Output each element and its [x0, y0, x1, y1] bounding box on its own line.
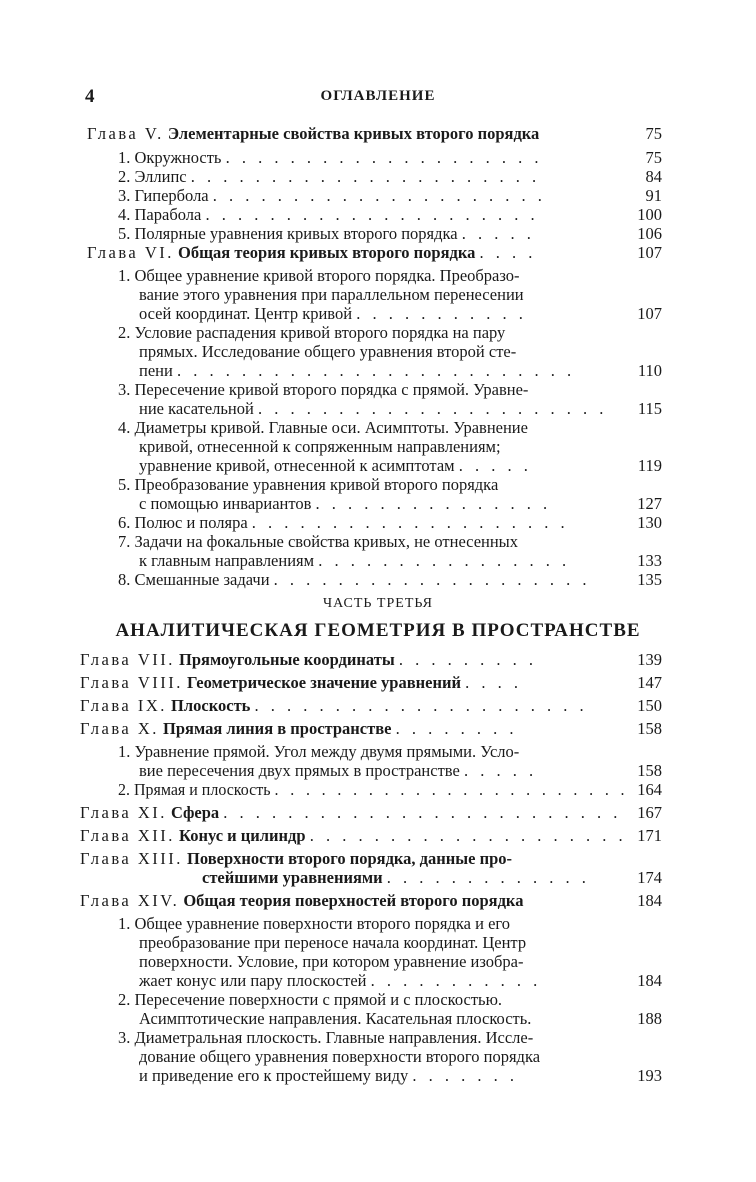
page-ref: 84	[645, 167, 662, 186]
page-ref: 158	[637, 761, 662, 780]
toc-section: 4. Диаметры кривой. Главные оси. Асимптоты. Уравнение	[118, 418, 528, 437]
page-ref: 184	[637, 971, 662, 990]
toc-section-cont: осей координат. Центр кривой . . . . . . . . . . .	[139, 304, 527, 323]
toc-section: 5. Полярные уравнения кривых второго порядка . . . . .	[118, 224, 535, 243]
toc-section-cont: жает конус или пару плоскостей . . . . . . . . . . .	[139, 971, 542, 990]
page-ref: 130	[637, 513, 662, 532]
toc-chapter-11: Глава XI. Сфера . . . . . . . . . . . . . . . . . . . . . . . . .	[80, 803, 622, 822]
toc-chapter-13: Глава XIII. Поверхности второго порядка, данные про-	[80, 849, 513, 868]
toc-section: 1. Общее уравнение кривой второго порядка. Преобразо-	[118, 266, 520, 285]
toc-section: 1. Окружность . . . . . . . . . . . . . . . . . . . .	[118, 148, 543, 167]
page-ref: 91	[645, 186, 662, 205]
toc-chapter-14: Глава XIV. Общая теория поверхностей второго порядка	[80, 891, 524, 910]
toc-section-cont: прямых. Исследование общего уравнения второй сте-	[139, 342, 517, 361]
toc-section: 8. Смешанные задачи . . . . . . . . . . . . . . . . . . . .	[118, 570, 591, 589]
toc-chapter-cont: стейшими уравнениями . . . . . . . . . . . . .	[202, 868, 590, 887]
page-ref: 133	[637, 551, 662, 570]
page-ref: 188	[637, 1009, 662, 1028]
toc-section: 4. Парабола . . . . . . . . . . . . . . . . . . . . .	[118, 205, 539, 224]
page-ref: 110	[637, 361, 662, 380]
page-ref: 107	[637, 304, 662, 323]
toc-chapter-9: Глава IX. Плоскость . . . . . . . . . . . . . . . . . . . . .	[80, 696, 588, 715]
page-ref: 184	[637, 891, 662, 910]
toc-section: 5. Преобразование уравнения кривой второго порядка	[118, 475, 499, 494]
toc-section: 1. Уравнение прямой. Угол между двумя прямыми. Усло-	[118, 742, 520, 761]
page-ref: 100	[637, 205, 662, 224]
toc-section-cont: Асимптотические направления. Касательная плоскость.	[139, 1009, 532, 1028]
toc-chapter-5	[87, 124, 539, 143]
page-number: 4	[85, 86, 95, 107]
toc-section-cont: поверхности. Условие, при котором уравнение изобра-	[139, 952, 524, 971]
page-ref: 171	[637, 826, 662, 845]
toc-section-cont: с помощью инвариантов . . . . . . . . . . . . . . .	[139, 494, 552, 513]
toc-section: 3. Диаметральная плоскость. Главные направления. Иссле-	[118, 1028, 534, 1047]
toc-section: 2. Эллипс . . . . . . . . . . . . . . . . . . . . . .	[118, 167, 541, 186]
toc-section: 2. Прямая и плоскость . . . . . . . . . . . . . . . . . . . . . . .	[118, 780, 629, 799]
toc-section: 3. Гипербола . . . . . . . . . . . . . . . . . . . . .	[118, 186, 546, 205]
toc-section-cont: дование общего уравнения поверхности второго порядка	[139, 1047, 541, 1066]
page-ref: 107	[637, 243, 662, 262]
toc-section-cont: кривой, отнесенной к сопряженным направлениям;	[139, 437, 501, 456]
toc-section: 2. Условие распадения кривой второго порядка на пару	[118, 323, 506, 342]
toc-chapter-12: Глава XII. Конус и цилиндр . . . . . . . . . . . . . . . . . . . .	[80, 826, 627, 845]
page-title: ОГЛАВЛЕНИЕ	[320, 88, 436, 104]
page-ref: 167	[637, 803, 662, 822]
page-ref: 158	[637, 719, 662, 738]
toc-section-cont: вие пересечения двух прямых в пространстве . . . . .	[139, 761, 538, 780]
page-ref: 164	[637, 780, 662, 799]
toc-section-cont: уравнение кривой, отнесенной к асимптотам . . . . .	[139, 456, 532, 475]
page-ref: 174	[637, 868, 662, 887]
toc-chapter-10: Глава X. Прямая линия в пространстве . . . . . . . .	[80, 719, 518, 738]
toc-section-cont: и приведение его к простейшему виду . . . . . . .	[139, 1066, 518, 1085]
page-ref: 147	[637, 673, 662, 692]
toc-chapter-8: Глава VIII. Геометрическое значение уравнений . . . .	[80, 673, 522, 692]
page-ref: 75	[645, 124, 662, 143]
chapter-label: Глава V.	[87, 124, 164, 143]
part-title: АНАЛИТИЧЕСКАЯ ГЕОМЕТРИЯ В ПРОСТРАНСТВЕ	[115, 620, 641, 641]
toc-section-cont: вание этого уравнения при параллельном перенесении	[139, 285, 524, 304]
chapter-title: Элементарные свойства кривых второго порядка	[167, 124, 540, 143]
page-ref: 139	[637, 650, 662, 669]
toc-chapter-7: Глава VII. Прямоугольные координаты . . . . . . . . .	[80, 650, 537, 669]
toc-section-cont: преобразование при переносе начала координат. Центр	[139, 933, 527, 952]
page-ref: 135	[637, 570, 662, 589]
toc-section: 1. Общее уравнение поверхности второго порядка и его	[118, 914, 511, 933]
page-ref: 119	[637, 456, 662, 475]
page-ref: 106	[637, 224, 662, 243]
toc-section: 6. Полюс и поляра . . . . . . . . . . . . . . . . . . . .	[118, 513, 569, 532]
toc-chapter-6: Глава VI. Общая теория кривых второго порядка . . . .	[87, 243, 537, 262]
page-ref: 75	[645, 148, 662, 167]
toc-section-cont: к главным направлениям . . . . . . . . . . . . . . . .	[139, 551, 571, 570]
toc-section-cont: ние касательной . . . . . . . . . . . . . . . . . . . . . .	[139, 399, 608, 418]
page-ref: 150	[637, 696, 662, 715]
page-ref: 193	[637, 1066, 662, 1085]
toc-section: 7. Задачи на фокальные свойства кривых, не отнесенных	[118, 532, 519, 551]
page-ref: 115	[637, 399, 662, 418]
toc-section: 2. Пересечение поверхности с прямой и с плоскостью.	[118, 990, 503, 1009]
toc-section: 3. Пересечение кривой второго порядка с прямой. Уравне-	[118, 380, 529, 399]
toc-section-cont: пени . . . . . . . . . . . . . . . . . . . . . . . . .	[139, 361, 576, 380]
page-ref: 127	[637, 494, 662, 513]
part-label: ЧАСТЬ ТРЕТЬЯ	[322, 596, 433, 611]
